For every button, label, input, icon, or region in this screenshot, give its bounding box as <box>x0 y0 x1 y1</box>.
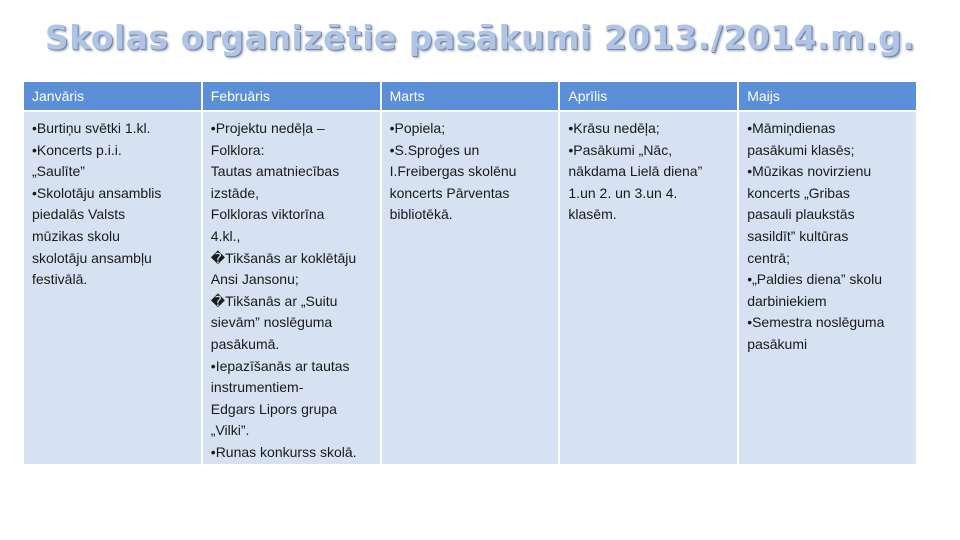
event-line: Folklora: <box>210 141 265 158</box>
event-line: festivālā. <box>32 271 88 288</box>
event-line: •Iepazīšanās ar tautas <box>210 357 350 374</box>
events-march <box>381 111 560 465</box>
event-line: Tautas amatniecības <box>210 163 340 180</box>
header-may: Maijs <box>738 81 917 111</box>
event-line: Ansi Jansonu; <box>210 271 299 288</box>
event-line: sievām” noslēguma <box>210 314 333 331</box>
event-line: centrā; <box>747 249 790 266</box>
event-line: •Popiela; <box>389 120 446 136</box>
event-line: pasākumi <box>747 335 808 352</box>
event-line: skolotāju ansambļu <box>32 249 152 266</box>
event-line: koncerts Pārventas <box>389 184 510 201</box>
header-march: Marts <box>381 81 560 111</box>
events-table <box>22 80 918 466</box>
event-line: �Tikšanās ar koklētāju <box>210 249 357 266</box>
events-january <box>23 111 202 465</box>
events-april <box>559 111 738 465</box>
event-line: 1.un 2. un 3.un 4. <box>568 184 678 201</box>
event-line: nākdama Lielā diena” <box>568 163 703 180</box>
event-line: darbiniekiem <box>747 292 827 309</box>
slide-title: Skolas organizētie pasākumi 2013./2014.m.g. <box>44 18 916 57</box>
event-line: pasauli plaukstās <box>747 206 855 223</box>
event-line: sasildīt” kultūras <box>747 227 849 244</box>
event-line: •Semestra noslēguma <box>747 314 885 331</box>
header-january: Janvāris <box>23 81 202 111</box>
header-april: Aprīlis <box>559 81 738 111</box>
event-line: •Krāsu nedēļa; <box>568 120 660 136</box>
events-february <box>202 111 381 465</box>
event-line: izstāde, <box>210 184 260 201</box>
header-row <box>23 81 917 111</box>
event-line: klasēm. <box>568 206 617 223</box>
event-line: •Mūzikas novirzienu <box>747 163 872 180</box>
event-line: „Vilki”. <box>210 422 250 439</box>
event-line: •Pasākumi „Nāc, <box>568 141 673 158</box>
event-line: •Runas konkurss skolā. <box>210 443 357 460</box>
event-line: koncerts „Gribas <box>747 184 850 201</box>
event-line: •Skolotāju ansamblis <box>32 184 162 201</box>
events-may <box>738 111 917 465</box>
event-line: „Saulīte” <box>32 163 85 180</box>
event-line: •„Paldies diena” skolu <box>747 271 883 288</box>
event-line: Edgars Lipors grupa <box>210 400 337 417</box>
event-line: •Koncerts p.i.i. <box>32 141 122 158</box>
event-line: •S.Sproģes un <box>389 141 480 158</box>
header-february: Februāris <box>202 81 381 111</box>
event-line: �Tikšanās ar „Suitu <box>210 292 338 309</box>
events-row <box>23 111 917 465</box>
event-line: instrumentiem- <box>210 379 304 396</box>
event-line: pasākumā. <box>210 335 280 352</box>
event-line: Folkloras viktorīna <box>210 206 325 223</box>
event-line: I.Freibergas skolēnu <box>389 163 517 180</box>
event-line: piedalās Valsts <box>32 206 126 223</box>
event-line: bibliotēkā. <box>389 206 453 223</box>
event-line: 4.kl., <box>210 227 241 244</box>
event-line: mūzikas skolu <box>32 227 120 244</box>
event-line: •Projektu nedēļa – <box>210 120 325 136</box>
event-line: pasākumi klasēs; <box>747 141 855 158</box>
event-line: •Burtiņu svētki 1.kl. <box>32 120 151 136</box>
event-line: •Māmiņdienas <box>747 120 836 136</box>
